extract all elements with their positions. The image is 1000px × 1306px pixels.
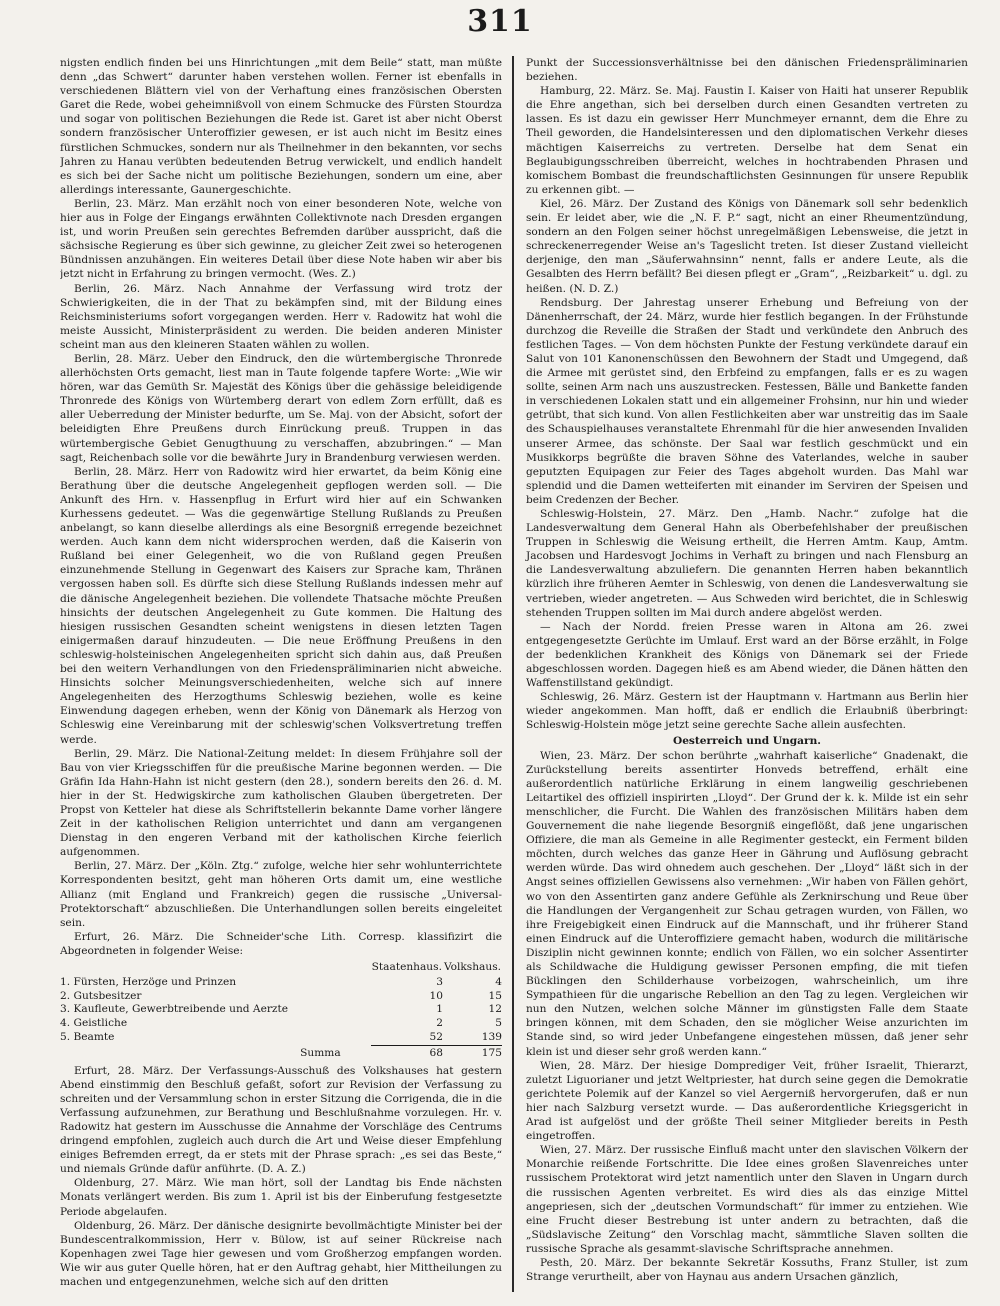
article-paragraph: Punkt der Successionsverhältnisse bei den dänischen Friedenspräliminarien beziehen. [525,57,968,84]
table-row [60,1003,502,1017]
article-paragraph: Wien, 27. März. Der russische Einfluß macht unter den slavischen Völkern der Monarchie reißende Fortschritte. Die Idee eines großen Slavenreiches unter russischem Protektorat wird jetzt namentlich unter den Slaven in Ungarn durch die russischen Agenten verbreitet. Es wird dies als das einzige Mittel angepriesen, sich der „deutschen Vormundschaft“ für immer zu entziehen. Wie eine Frucht dieser Bestrebung ist unter andern zu betrachten, daß die „Südslavische Zeitung“ den Vorschlag macht, sämmtliche Slaven sollten die russische Sprache als gesammt-slavische Schriftsprache annehmen. [525,1144,968,1255]
article-paragraph: Wien, 23. März. Der schon berührte „wahrhaft kaiserliche“ Gnadenakt, die Zurückstellung bereits assentirter Honveds betreffend, erhält eine außerordentlich natürliche Erklärung in einem langweilig geschriebenen Leitartikel des offiziell inspirirten „Lloyd“. Der Grund der k. k. Milde ist ein sehr menschlicher, die Furcht. Die Wahlen des französischen Militärs haben dem Gouvernement die nahe liegende Besorgniß eingeflößt, daß jene ungarischen Offiziere, die man als Gemeine in alle Regimenter gesteckt, ein Ferment bilden möchten, durch welches das ganze Heer in Gährung und Auflösung gebracht werden würde. Das wird ohnedem auch geschehen. Der „Lloyd“ läßt sich in der Angst seines offiziellen Gewissens also vernehmen: „Wir haben von Fällen gehört, wo von den Assentirten ganz andere Gefühle als Zerknirschung und Reue über die Handlungen der Vergangenheit zur Schau getragen wurden, von Fällen, wo ihre Freigebigkeit einen Eindruck auf die Mannschaft, und ihr früherer Stand einen Eindruck auf die Unteroffiziere gemacht haben, wodurch die militärische Disziplin nicht gewinnen konnte; endlich von Fällen, wo ein solcher Assentirter als Schildwache die Huldigung gewisser Personen empfing, die mit tiefen Bücklingen den Schilderhause vorbeizogen, wahrscheinlich, um ihre Sympathieen für die ungarische Rebellion an den Tag zu legen. Vergleichen wir nun den Nutzen, welchen solche Männer im günstigsten Falle dem Staate bringen können, mit dem Schaden, den sie möglicher Weise anzurichten im Stande sind, so wird jeder Unbefangene eingestehen müssen, daß jener sehr klein ist und dieser sehr groß werden kann.“ [525,749,968,1058]
article-paragraph: nigsten endlich finden bei uns Hinrichtungen „mit dem Beile“ statt, man müßte denn „das Schwert“ darunter haben verstehen wollen. Ferner ist ebenfalls in verschiedenen Blättern viel von der Verhaftung eines französischen Obersten Garet die Rede, wobei geheimnißvoll von einem Schmucke des Fürsten Stourdza und sogar von politischen Beziehungen die Rede ist. Garet ist aber nicht Oberst sondern französischer Unteroffizier gewesen, er ist auch nicht im Besitz eines fürstlichen Schmuckes, sondern nur als Theilnehmer in den bekannten, vor sechs Jahren zu Hanau verübten bedeutenden Betrug verwickelt, und endlich handelt es sich bei der Sache nicht um politische Beziehungen, sondern um eine, aber allerdings interessante, Gaunergeschichte. [60,57,503,196]
table-body [60,976,502,1045]
table-cell-staatenhaus: 1 [436,1003,443,1016]
article-paragraph: Wien, 28. März. Der hiesige Domprediger Veit, früher Israelit, Thierarzt, zuletzt Liguorianer und jetzt Weltpriester, hat durch seine gegen die Demokratie gerichtete Polemik auf der Kanzel so viel Aergerniß hervorgerufen, daß er nun hier nach Salzburg versetzt wurde. — Das außerordentliche Kriegsgericht in Arad ist aufgelöst und der größte Theil seiner Mitglieder bereits in Pesth eingetroffen. [525,1059,968,1143]
table-sum-volkshaus: 175 [443,1045,502,1060]
table-row-label: 5. Beamte [60,1031,115,1044]
table-row [60,990,502,1004]
table-cell-staatenhaus: 52 [429,1030,443,1043]
article-paragraph: Schleswig-Holstein, 27. März. Den „Hamb. Nachr.“ zufolge hat die Landesverwaltung dem General Hahn als Oberbefehlshaber der preußischen Truppen in Schleswig die Weisung ertheilt, die Herren Amtm. Kaup, Amtm. Jacobsen und Hardesvogt Jochims in Verhaft zu bringen und nach Flensburg an die Landesverwaltung abzuliefern. Die genannten Herren haben bekanntlich kürzlich ihre früheren Aemter in Schleswig, von denen die Landesverwaltung sie vertrieben, wieder angetreten. — Aus Schweden wird berichtet, die in Schleswig stehenden Truppen sollten im Mai durch andere abgelöst werden. [525,508,968,619]
right-column-articles [526,56,968,1284]
table-row [60,1031,502,1045]
article-paragraph: Berlin, 29. März. Die National-Zeitung meldet: In diesem Frühjahre soll der Bau von vier Kriegsschiffen für die preußische Marine begonnen werden. — Die Gräfin Ida Hahn-Hahn ist nicht gestern (den 28.), sondern bereits den 26. d. M. hier in der St. Hedwigskirche zum katholischen Glauben übergetreten. Der Propst von Ketteler hat diese als Schriftstellerin bekannte Dame vorher längere Zeit in der katholischen Religion unterrichtet und dann am vergangenen Dienstag in den engeren Verband mit der katholischen Kirche feierlich aufgenommen. [60,747,503,859]
table-cell-volkshaus: 12 [488,1003,503,1016]
table-cell-volkshaus: 139 [481,1030,503,1043]
table-row-label: 2. Gutsbesitzer [60,989,142,1002]
article-paragraph: Berlin, 27. März. Der „Köln. Ztg.“ zufolge, welche hier sehr wohlunterrichtete Korrespondenten besitzt, geht man höheren Orts damit um, eine westliche Allianz (mit England und Frankreich) gegen die russische „Universal-Protektorschaft“ abzuschließen. Die Unterhandlungen sollen bereits eingeleitet sein. [60,860,503,929]
table-row-label: 3. Kaufleute, Gewerbtreibende und Aerzte [60,1003,289,1016]
article-paragraph: Erfurt, 28. März. Der Verfassungs-Ausschuß des Volkshauses hat gestern Abend einstimmig den Beschluß gefaßt, sofort zur Revision der Verfassung zu schreiten und der Versammlung schon in erster Sitzung die Corrigenda, die in die Verfassung aufzunehmen, zur Berathung und Beschlußnahme vorzulegen. Hr. v. Radowitz hat gestern im Ausschusse die Annahme der Vorschläge des Centrums dringend empfohlen, zugleich auch durch die Art und Weise dieser Empfehlung einiges Befremden erregt, da er stets mit der Phrase sprach: „es sei das Beste,“ und niemals Gründe dafür anführte. (D. A. Z.) [60,1064,503,1176]
section-heading: Oesterreich und Ungarn. [672,734,821,747]
table-header-volkshaus: Volkshaus. [443,961,502,973]
table-cell-volkshaus: 4 [495,975,503,988]
table-row [60,976,502,990]
article-paragraph: Pesth, 20. März. Der bekannte Sekretär Kossuths, Franz Stuller, ist zum Strange verurtheilt, aber von Haynau aus andern Ursachen gänzlich, [525,1256,968,1284]
table-cell-staatenhaus: 2 [436,1017,443,1030]
article-paragraph: Oldenburg, 26. März. Der dänische designirte bevollmächtigte Minister bei der Bundescentralkommission, Herr v. Bülow, ist auf seiner Rückreise nach Kopenhagen zwei Tage hier gewesen und vom Großherzog empfangen worden. Wie wir aus guter Quelle hören, hat er den Auftrag gehabt, hier Mittheilungen zu machen und entgegenzunehmen, welche sich auf den dritten [60,1219,503,1288]
article-paragraph: Hamburg, 22. März. Se. Maj. Faustin I. Kaiser von Haiti hat unserer Republik die Ehre angethan, sich bei derselben durch einen Gesandten vertreten zu lassen. Es ist dazu ein gewisser Herr Munchmeyer ernannt, dem die Ehre zu Theil geworden, die Handelsinteressen und den diplomatischen Verkehr dieses mächtigen Kaiserreichs zu vertreten. Derselbe hat dem Senat ein Beglaubigungsschreiben überreicht, welches in hochtrabenden Phrasen und komischem Bombast die freundschaftlichsten Gesinnungen für unsere Republik zu erkennen gibt. — [525,85,968,196]
table-row-label: 4. Geistliche [60,1017,128,1030]
columns [60,56,968,1292]
table-header-staatenhaus: Staatenhaus. [371,961,442,973]
left-column-articles [60,56,502,958]
right-column [518,56,968,1292]
table-row-label: 1. Fürsten, Herzöge und Prinzen [60,975,237,988]
article-paragraph: Erfurt, 26. März. Die Schneider'sche Lith. Corresp. klassifizirt die Abgeordneten in folgender Weise: [60,930,503,957]
article-paragraph: Berlin, 23. März. Man erzählt noch von einer besonderen Note, welche von hier aus in Folge der Eingangs erwähnten Collektivnote nach Dresden ergangen ist, und worin Preußen sein gerechtes Befremden darüber ausspricht, daß die sächsische Regierung es über sich gewinne, zu gleicher Zeit zwei so heterogenen Bündnissen anzuhängen. Ein weiteres Detail über diese Note haben wir aber bis jetzt nicht in Erfahrung zu bringen vermocht. (Wes. Z.) [60,197,503,281]
column-divider [512,56,514,1292]
article-paragraph: Rendsburg. Der Jahrestag unserer Erhebung und Befreiung von der Dänenherrschaft, der 24. März, wurde hier festlich begangen. In der Frühstunde durchzog die Reveille die Straßen der Stadt und verkündete den Anbruch des festlichen Tages. — Von dem höchsten Punkte der Festung verkündete darauf ein Salut von 101 Kanonenschüssen den Bewohnern der Stadt und Umgegend, daß die Armee mit gerüstet sind, den Erbfeind zu empfangen, falls er es zu wagen sollte, seinen Arm nach uns auszustrecken. Festessen, Bälle und Bankette fanden in verschiedenen Lokalen statt und ein allgemeiner Frohsinn, nur hin und wieder getrübt, that sich kund. Von allen Festlichkeiten aber war unstreitig das im Saale des Schauspielhauses veranstaltete Ehrenmahl für die hier anwesenden Invaliden unserer Armee, das schönste. Der Saal war festlich geschmückt und ein Musikkorps begrüßte die braven Söhne des Vaterlandes, welche in sauber geputzten Equipagen zur Feier des Tages abgeholt wurden. Das Mahl war splendid und die Damen wetteiferten mit einander im Serviren der Speisen und beim Credenzen der Becher. [525,296,968,506]
table-header-row [60,960,502,976]
table-cell-staatenhaus: 10 [429,989,443,1002]
table-row [60,1017,502,1031]
table-sum-label: Summa [300,1046,341,1059]
table-cell-staatenhaus: 3 [436,975,443,988]
left-column [60,56,508,1292]
page-number: 311 [467,4,533,39]
table-sum-staatenhaus: 68 [371,1045,443,1060]
article-paragraph: Kiel, 26. März. Der Zustand des Königs von Dänemark soll sehr bedenklich sein. Er leidet aber, wie die „N. F. P.“ sagt, nicht an einer Rheumentzündung, sondern an den Folgen seiner höchst unregelmäßigen Lebensweise, die jetzt in schreckenerregender Weise an's Tageslicht treten. Ist dieser Zustand vielleicht derjenige, den man „Säuferwahnsinn“ nennt, falls er andere Leute, als die Gesalbten des Herrn befällt? Bei diesen pflegt er „Gram“, „Reizbarkeit“ u. dgl. zu heißen. (N. D. Z.) [525,197,968,295]
table-cell-volkshaus: 15 [488,989,503,1002]
article-paragraph: Berlin, 26. März. Nach Annahme der Verfassung wird trotz der Schwierigkeiten, die in der That zu bekämpfen sind, mit der Bildung eines Reichsministeriums sofort vorgegangen werden. Herr v. Radowitz hat wohl die meiste Aussicht, Ministerpräsident zu werden. Die beiden anderen Minister scheint man aus den kleineren Staaten wählen zu wollen. [60,282,503,351]
erfurt-delegates-table [60,960,502,1061]
article-paragraph: Berlin, 28. März. Ueber den Eindruck, den die würtembergische Thronrede allerhöchsten Orts gemacht, liest man in Taute folgende tapfere Worte: „Wie wir hören, war das Gemüth Sr. Majestät des Königs über die gehässige beleidigende Thronrede des Königs von Würtemberg derart von edlem Zorn erfüllt, daß es aller Ueberredung der Minister bedurfte, um Se. Maj. von der Absicht, sofort der beleidigten Ehre Preußens durch Einrückung preuß. Truppen in das würtembergische Gebiet Genugthuung zu verschaffen, abzubringen.“ — Man sagt, Reichenbach solle vor die bewährte Jury in Brandenburg verwiesen werden. [60,352,503,464]
left-column-articles-after [60,1064,502,1290]
table-sum-row [60,1045,502,1060]
article-paragraph: Schleswig, 26. März. Gestern ist der Hauptmann v. Hartmann aus Berlin hier wieder angekommen. Man hofft, daß er endlich die Erlaubniß überbringt: Schleswig-Holstein möge jetzt seine gerechte Sache allein ausfechten. [525,691,968,732]
table-cell-volkshaus: 5 [495,1017,503,1030]
article-paragraph: Berlin, 28. März. Herr von Radowitz wird hier erwartet, da beim König eine Berathung über die deutsche Angelegenheit gepflogen werden soll. — Die Ankunft des Hrn. v. Hassenpflug in Erfurt wird hier auf ein Schwanken Kurhessens gedeutet. — Was die gegenwärtige Stellung Rußlands zu Preußen anbelangt, so kann dieselbe allerdings als eine Besorgniß erregende bezeichnet werden. Auch kann dem nicht widersprochen werden, daß die Kaiserin von Rußland bei einer Gelegenheit, wo die von Rußland gegen Preußen einzunehmende Stellung in Gegenwart des Kaisers zur Sprache kam, Thränen vergossen haben soll. Es dürfte sich diese Stellung Rußlands indessen mehr auf die dänische Angelegenheit beziehen. Die vollendete Thatsache möchte Preußen hinsichts der deutschen Angelegenheit zu Gute kommen. Die Haltung des hiesigen russischen Gesandten scheint wenigstens in diesen letzten Tagen einigermaßen darauf hinzudeuten. — Die neue Eröffnung Preußens in den schleswig-holsteinischen Angelegenheiten spricht sich dahin aus, daß Preußen bei den weitern Verhandlungen von den Friedenspräliminarien nicht abweiche. Hinsichts solcher Meinungsverschiedenheiten, welche sich auf innere Angelegenheiten des Herzogthums Schleswig beziehen, wolle es keine Einwendung dagegen erheben, wenn der König von Dänemark als Herzog von Schleswig eine Vereinbarung mit der schleswig'schen Volksvertretung treffen werde. [60,465,503,746]
article-paragraph: Oldenburg, 27. März. Wie man hört, soll der Landtag bis Ende nächsten Monats verlängert werden. Bis zum 1. April ist bis der Einberufung festgesetzte Periode abgelaufen. [60,1177,503,1218]
article-paragraph: — Nach der Nordd. freien Presse waren in Altona am 26. zwei entgegengesetzte Gerüchte im Umlauf. Erst ward an der Börse erzählt, in Folge der bedenklichen Krankheit des Königs von Dänemark sei der Friede abgeschlossen worden. Dagegen hieß es am Abend wieder, die Dänen hätten den Waffenstillstand gekündigt. [525,620,968,690]
